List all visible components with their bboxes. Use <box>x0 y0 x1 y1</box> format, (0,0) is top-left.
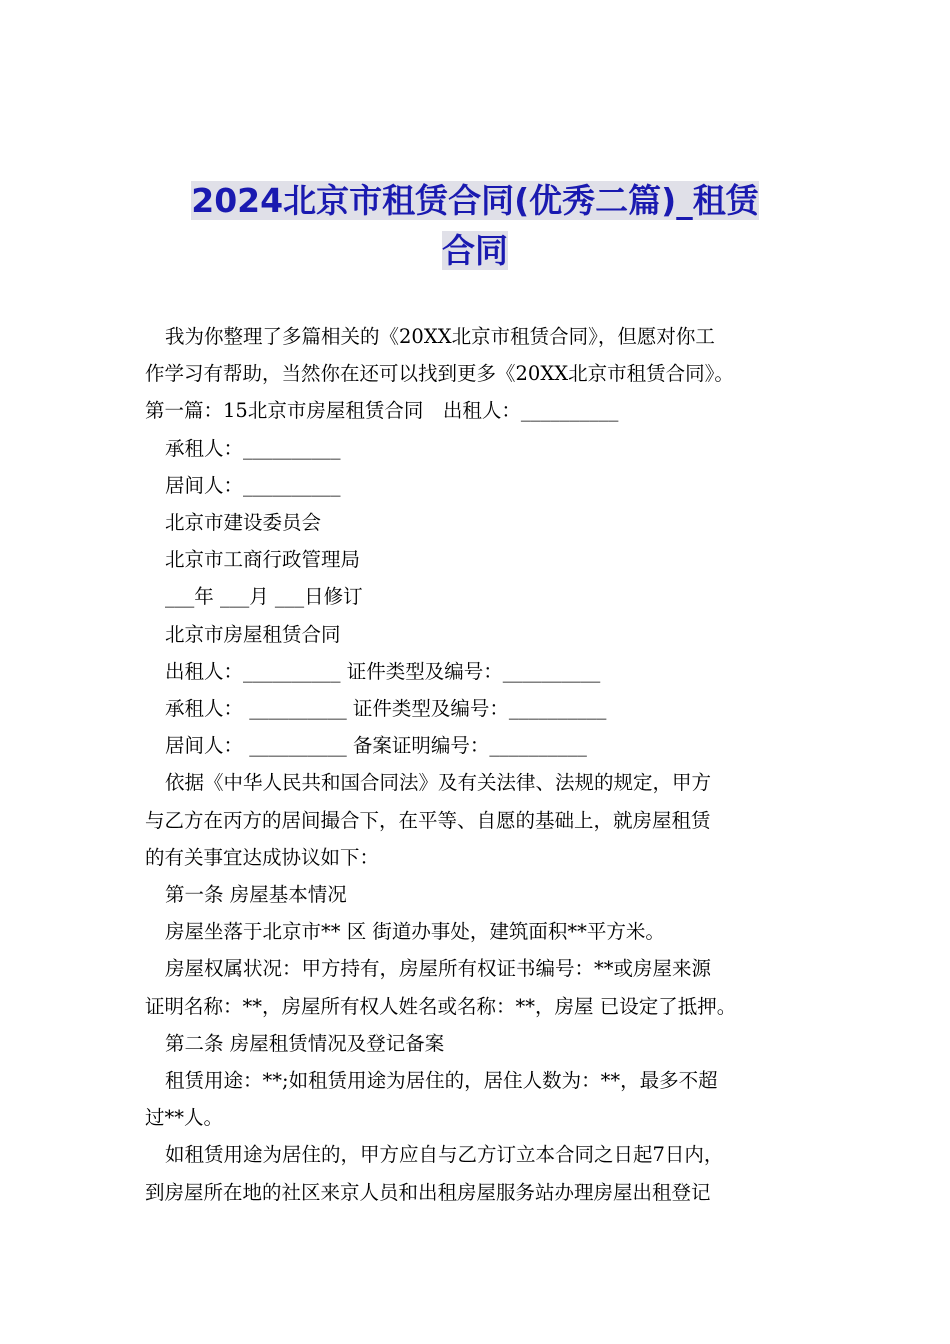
paragraph: 出租人：__________ 证件类型及编号：__________ <box>165 659 601 683</box>
paragraph: 居间人： __________ 备案证明编号：__________ <box>165 734 587 758</box>
paragraph: 证明名称：**，房屋所有权人姓名或名称：**，房屋 已设定了抵押。 <box>145 994 737 1018</box>
paragraph: 到房屋所在地的社区来京人员和出租房屋服务站办理房屋出租登记 <box>145 1180 711 1204</box>
paragraph: 第二条 房屋租赁情况及登记备案 <box>165 1031 445 1055</box>
paragraph: 第一篇：15北京市房屋租赁合同 出租人：__________ <box>145 399 619 423</box>
paragraph: 承租人：__________ <box>165 436 341 460</box>
paragraph: 作学习有帮助，当然你在还可以找到更多《20XX北京市租赁合同》。 <box>145 362 734 386</box>
document-body <box>145 318 825 1211</box>
paragraph: 北京市房屋租赁合同 <box>165 622 341 646</box>
paragraph: 承租人： __________ 证件类型及编号：__________ <box>165 697 607 721</box>
paragraph: 依据《中华人民共和国合同法》及有关法律、法规的规定，甲方 <box>165 771 712 795</box>
paragraph: 居间人：__________ <box>165 473 341 497</box>
paragraph: 房屋权属状况：甲方持有，房屋所有权证书编号：**或房屋来源 <box>165 957 712 981</box>
paragraph: 与乙方在丙方的居间撮合下，在平等、自愿的基础上，就房屋租赁 <box>145 808 711 832</box>
document-title <box>130 176 820 276</box>
title-line-2: 合同 <box>442 231 508 270</box>
paragraph: 我为你整理了多篇相关的《20XX北京市租赁合同》，但愿对你工 <box>165 325 715 348</box>
title-line-1: 2024北京市租赁合同(优秀二篇)_租赁 <box>191 181 759 220</box>
paragraph: 如租赁用途为居住的，甲方应自与乙方订立本合同之日起7日内， <box>165 1143 724 1167</box>
paragraph: ___年 ___月 ___日修订 <box>165 585 363 609</box>
paragraph: 北京市建设委员会 <box>165 511 322 535</box>
paragraph: 租赁用途：**;如租赁用途为居住的，居住人数为：**，最多不超 <box>165 1069 718 1093</box>
paragraph: 房屋坐落于北京市** 区 街道办事处，建筑面积**平方米。 <box>165 920 665 944</box>
paragraph: 第一条 房屋基本情况 <box>165 883 347 907</box>
paragraph: 的有关事宜达成协议如下： <box>145 845 380 869</box>
paragraph: 北京市工商行政管理局 <box>165 548 361 572</box>
paragraph: 过**人。 <box>145 1106 224 1130</box>
